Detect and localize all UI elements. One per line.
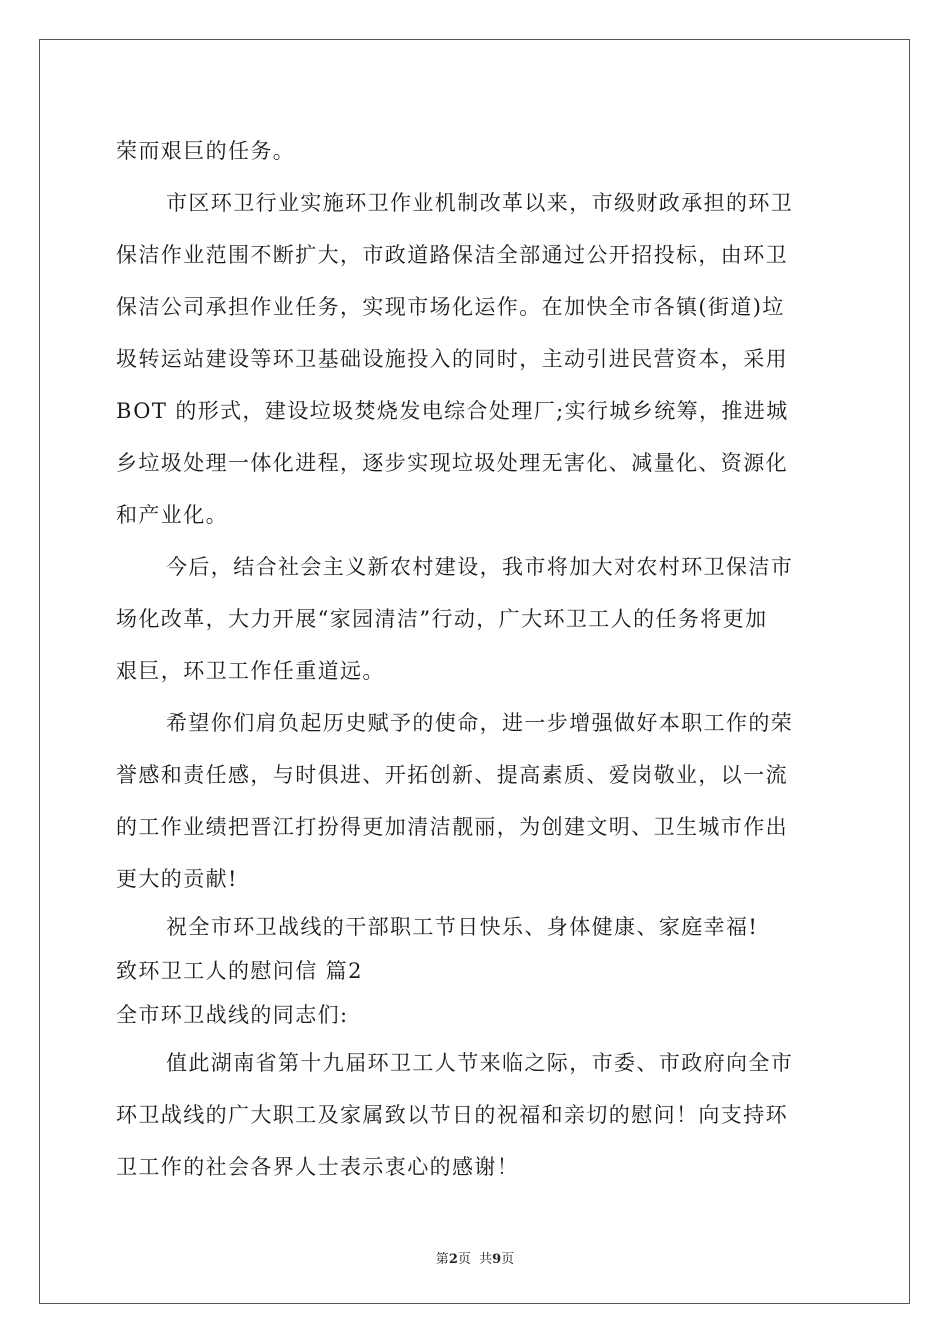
footer-prefix: 第 — [435, 1252, 449, 1267]
paragraph-line: 保洁公司承担作业任务，实现市场化运作。在加快全市各镇(街道)垃 — [116, 295, 785, 319]
document-body — [116, 125, 836, 1193]
salutation: 全市环卫战线的同志们: — [116, 1003, 349, 1027]
paragraph-line: 卫工作的社会各界人士表示衷心的感谢！ — [116, 1155, 520, 1179]
paragraph-line: 环卫战线的广大职工及家属致以节日的祝福和亲切的慰问！向支持环 — [116, 1103, 788, 1127]
paragraph-line: 和产业化。 — [116, 503, 228, 527]
section-heading: 致环卫工人的慰问信 篇2 — [116, 959, 363, 983]
paragraph-line: 更大的贡献! — [116, 867, 238, 891]
paragraph-line: 的工作业绩把晋江打扮得更加清洁靓丽，为创建文明、卫生城市作出 — [116, 815, 788, 839]
paragraph-line: 艰巨，环卫工作任重道远。 — [116, 659, 385, 683]
paragraph-line: 希望你们肩负起历史赋予的使命，进一步增强做好本职工作的荣 — [166, 711, 794, 735]
paragraph-line: 保洁作业范围不断扩大，市政道路保洁全部通过公开招投标，由环卫 — [116, 243, 788, 267]
footer-suffix: 页 — [501, 1252, 515, 1267]
paragraph-line: 乡垃圾处理一体化进程，逐步实现垃圾处理无害化、减量化、资源化 — [116, 451, 788, 475]
paragraph-line: BOT 的形式，建设垃圾焚烧发电综合处理厂;实行城乡统筹，推进城 — [116, 399, 789, 423]
paragraph-line: 誉感和责任感，与时俱进、开拓创新、提高素质、爱岗敬业，以一流 — [116, 763, 788, 787]
paragraph-line: 值此湖南省第十九届环卫工人节来临之际，市委、市政府向全市 — [166, 1051, 794, 1075]
paragraph-line: 荣而艰巨的任务。 — [116, 139, 296, 163]
paragraph-line: 场化改革，大力开展“家园清洁”行动，广大环卫工人的任务将更加 — [116, 607, 768, 631]
current-page-number: 2 — [448, 1252, 458, 1267]
total-page-number: 9 — [492, 1252, 502, 1267]
paragraph-line: 圾转运站建设等环卫基础设施投入的同时，主动引进民营资本，采用 — [116, 347, 788, 371]
paragraph-line: 今后，结合社会主义新农村建设，我市将加大对农村环卫保洁市 — [166, 555, 794, 579]
paragraph-line: 祝全市环卫战线的干部职工节日快乐、身体健康、家庭幸福! — [166, 915, 759, 939]
footer-middle: 页 共 — [457, 1252, 493, 1267]
paragraph-line: 市区环卫行业实施环卫作业机制改革以来，市级财政承担的环卫 — [166, 191, 794, 215]
page-footer — [0, 1248, 950, 1267]
